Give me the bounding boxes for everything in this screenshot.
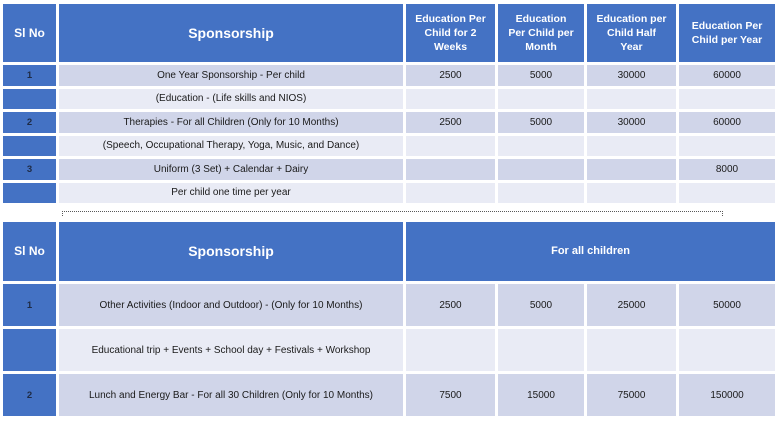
value-cell [406,183,495,204]
value-cell: 2500 [406,65,495,86]
table-row [3,374,775,416]
table-row [3,136,775,157]
slno-cell: 2 [3,112,56,133]
table-row [3,65,775,86]
value-cell: 30000 [587,65,676,86]
value-cell: 30000 [587,112,676,133]
slno-cell: 3 [3,159,56,180]
sponsorship-cell: Educational trip + Events + School day + Festivals + Workshop [59,329,403,371]
sponsorship-cell: Per child one time per year [59,183,403,204]
value-cell [498,159,584,180]
table-header-row [3,222,775,281]
value-cell [498,183,584,204]
value-cell [587,183,676,204]
value-cell: 25000 [587,284,676,326]
table-row [3,183,775,204]
sponsorship-cell: Other Activities (Indoor and Outdoor) - (Only for 10 Months) [59,284,403,326]
header-sl-no: Sl No [3,222,56,281]
sponsorship-cell: Uniform (3 Set) + Calendar + Dairy [59,159,403,180]
value-cell [406,136,495,157]
sponsorship-table-all-children [0,219,778,419]
value-cell: 15000 [498,374,584,416]
table-row [3,159,775,180]
value-cell [679,89,775,110]
value-cell [587,89,676,110]
sponsorship-cell: Therapies - For all Children (Only for 10 Months) [59,112,403,133]
header-for-all-children: For all children [406,222,775,281]
value-cell: 60000 [679,65,775,86]
value-cell: 5000 [498,65,584,86]
sponsorship-cell: (Education - (Life skills and NIOS) [59,89,403,110]
table-row [3,284,775,326]
sponsorship-cell: One Year Sponsorship - Per child [59,65,403,86]
value-cell [679,136,775,157]
slno-cell [3,136,56,157]
value-cell: 150000 [679,374,775,416]
header-sponsorship: Sponsorship [59,222,403,281]
value-cell: 50000 [679,284,775,326]
value-cell [498,136,584,157]
value-cell [679,329,775,371]
table-row [3,329,775,371]
value-cell [498,329,584,371]
value-cell [679,183,775,204]
table-row [3,89,775,110]
sponsorship-cell: Lunch and Energy Bar - For all 30 Children (Only for 10 Months) [59,374,403,416]
value-cell: 7500 [406,374,495,416]
header-education-per-month: Education Per Child per Month [498,4,584,62]
sponsorship-cell: (Speech, Occupational Therapy, Yoga, Music, and Dance) [59,136,403,157]
header-sponsorship: Sponsorship [59,4,403,62]
value-cell [498,89,584,110]
value-cell: 75000 [587,374,676,416]
value-cell: 2500 [406,112,495,133]
header-education-per-year: Education Per Child per Year [679,4,775,62]
header-sl-no: Sl No [3,4,56,62]
value-cell [587,329,676,371]
slno-cell: 1 [3,284,56,326]
value-cell: 60000 [679,112,775,133]
sponsorship-table-per-child [0,1,778,206]
table-header-row [3,4,775,62]
slno-cell [3,89,56,110]
slno-cell: 1 [3,65,56,86]
value-cell: 2500 [406,284,495,326]
slno-cell: 2 [3,374,56,416]
value-cell [406,89,495,110]
value-cell [406,159,495,180]
header-education-2-weeks: Education Per Child for 2 Weeks [406,4,495,62]
slno-cell [3,329,56,371]
header-education-half-year: Education per Child Half Year [587,4,676,62]
value-cell [587,159,676,180]
slno-cell [3,183,56,204]
value-cell: 5000 [498,284,584,326]
value-cell [587,136,676,157]
value-cell: 8000 [679,159,775,180]
value-cell: 5000 [498,112,584,133]
table-row [3,112,775,133]
value-cell [406,329,495,371]
textbox-selection-outline[interactable] [62,211,723,216]
